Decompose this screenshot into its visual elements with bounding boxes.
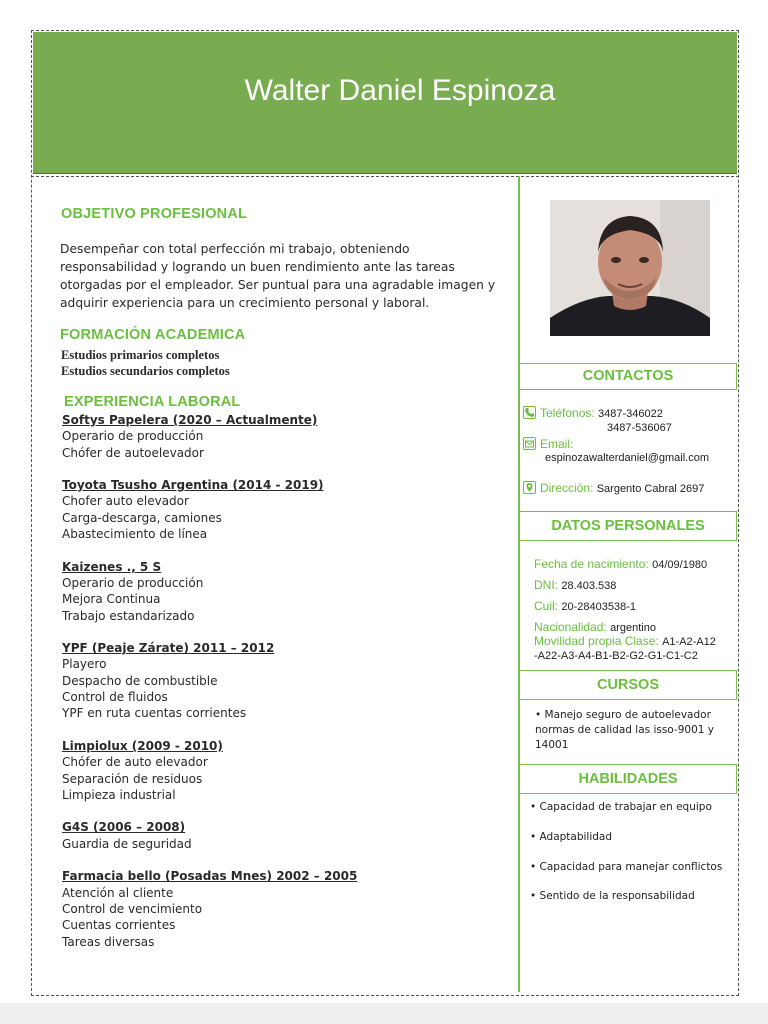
job-entry (62, 819, 512, 852)
email-value[interactable]: espinozawalterdaniel@gmail.com (545, 452, 710, 464)
dni-value: 28.403.538 (561, 580, 617, 592)
skills-title: HABILIDADES (519, 764, 737, 794)
email-row (523, 437, 573, 451)
job-entry (62, 559, 512, 624)
phone-icon (523, 406, 536, 419)
personal-data-title: DATOS PERSONALES (519, 511, 737, 541)
experience-list (62, 412, 512, 966)
cuil-row (534, 599, 636, 613)
header-divider (31, 176, 739, 177)
job-task: Mejora Continua (62, 592, 161, 607)
job-task: Chofer auto elevador (62, 494, 189, 509)
job-title: YPF (Peaje Zárate) 2011 – 2012 (62, 641, 275, 656)
birth-value: 04/09/1980 (652, 559, 708, 571)
skill-item: • Adaptabilidad (530, 831, 613, 843)
job-task: Atención al cliente (62, 885, 174, 900)
phone-value: 3487-346022 (598, 408, 663, 420)
candidate-name: Walter Daniel Espinoza (244, 74, 556, 107)
job-entry (62, 640, 512, 721)
nationality-row (534, 620, 656, 634)
vehicle-row (534, 634, 716, 648)
job-entry (62, 868, 512, 949)
objective-title: OBJETIVO PROFESIONAL (61, 206, 248, 222)
vehicle-row-2 (534, 648, 698, 662)
experience-title: EXPERIENCIA LABORAL (64, 394, 241, 410)
education-list (61, 347, 230, 379)
cuil-value: 20-28403538-1 (561, 601, 636, 613)
envelope-icon (523, 437, 536, 450)
bottom-strip (0, 1003, 768, 1024)
objective-text: Desempeñar con total perfección mi trabajo, obteniendo responsabilidad y logrando un buen rendimiento ante las tareas otorgadas por el empleador. Ser puntual para una agradable imagen y adquirir experiencia para un crecimiento personal y laboral. (60, 242, 496, 310)
job-entry (62, 477, 512, 542)
education-title: FORMACIÓN ACADEMICA (60, 327, 246, 343)
job-entry (62, 412, 512, 461)
job-task: Tareas diversas (62, 934, 155, 949)
courses-title: CURSOS (519, 670, 737, 700)
job-task: Trabajo estandarizado (62, 608, 195, 623)
job-title: Farmacia bello (Posadas Mnes) 2002 – 2005 (62, 869, 358, 884)
job-task: YPF en ruta cuentas corrientes (62, 706, 247, 721)
job-task: Despacho de combustible (62, 673, 218, 688)
job-title: Kaizenes ., 5 S (62, 559, 162, 574)
phone-value-2: 3487-536067 (607, 422, 672, 434)
address-row (523, 481, 704, 495)
skill-item: • Capacidad de trabajar en equipo (530, 801, 712, 813)
contacts-title: CONTACTOS (519, 363, 737, 390)
skill-item: • Capacidad para manejar conflictos (530, 861, 723, 873)
job-task: Abastecimiento de línea (62, 527, 208, 542)
location-pin-icon (523, 481, 536, 494)
vehicle-value: A1-A2-A12 (662, 636, 716, 648)
dni-label: DNI: (534, 578, 558, 592)
job-entry (62, 738, 512, 803)
job-title: Toyota Tsusho Argentina (2014 - 2019) (62, 478, 324, 493)
course-item: • Manejo seguro de autoelevador normas de calidad las isso-9001 y 14001 (535, 709, 714, 751)
job-task: Carga-descarga, camiones (62, 510, 222, 525)
education-item: Estudios primarios completos (61, 348, 220, 362)
address-label: Dirección: (540, 481, 594, 495)
job-task: Guardia de seguridad (62, 836, 192, 851)
address-value: Sargento Cabral 2697 (596, 483, 705, 495)
nationality-value: argentino (610, 622, 656, 634)
phone-label: Teléfonos: (540, 406, 595, 420)
profile-photo (550, 200, 710, 336)
education-item: Estudios secundarios completos (61, 364, 230, 378)
job-task: Separación de residuos (62, 771, 203, 786)
dni-row (534, 578, 616, 592)
job-task: Cuentas corrientes (62, 918, 176, 933)
email-label: Email: (540, 437, 574, 451)
job-task: Chófer de autoelevador (62, 445, 204, 460)
birth-label: Fecha de nacimiento: (534, 557, 649, 571)
job-task: Control de fluidos (62, 690, 168, 705)
job-task: Chófer de auto elevador (62, 755, 208, 770)
job-title: Limpiolux (2009 - 2010) (62, 738, 223, 753)
nationality-label: Nacionalidad: (534, 620, 607, 634)
skill-item: • Sentido de la responsabilidad (530, 890, 695, 902)
job-task: Limpieza industrial (62, 787, 176, 802)
vehicle-value-2: -A22-A3-A4-B1-B2-G2-G1-C1-C2 (534, 650, 698, 662)
birth-row (534, 557, 707, 571)
job-title: G4S (2006 – 2008) (62, 820, 186, 835)
header-banner (33, 32, 737, 174)
job-title: Softys Papelera (2020 – Actualmente) (62, 413, 318, 427)
sidebar-divider (518, 176, 520, 992)
job-task: Operario de producción (62, 429, 204, 444)
vehicle-label: Movilidad propia Clase: (534, 634, 659, 648)
cuil-label: Cuil: (534, 599, 559, 613)
phone-row (523, 406, 663, 420)
job-task: Control de vencimiento (62, 901, 203, 916)
job-task: Operario de producción (62, 575, 204, 590)
job-task: Playero (62, 657, 107, 672)
